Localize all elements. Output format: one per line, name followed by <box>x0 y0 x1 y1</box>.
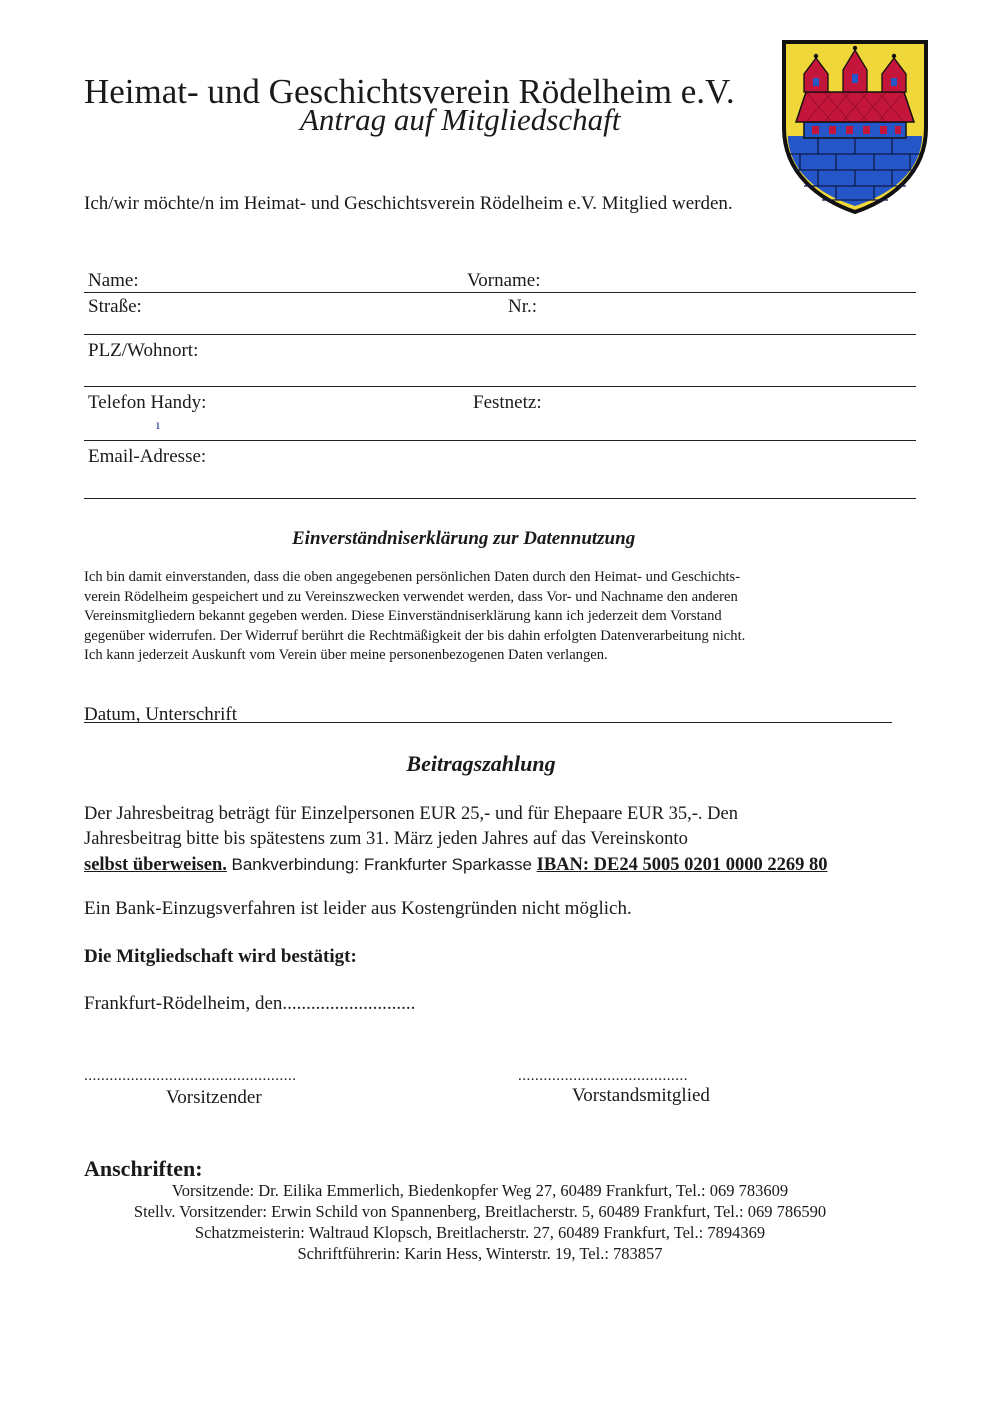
coat-of-arms-icon <box>778 36 932 216</box>
addresses-block <box>60 1180 900 1264</box>
confirmation-heading: Die Mitgliedschaft wird bestätigt: <box>84 946 357 967</box>
address-line: Schriftführerin: Karin Hess, Winterstr. 19, Tel.: 783857 <box>297 1244 663 1263</box>
vorstandsmitglied-label: Vorstandsmitglied <box>572 1085 710 1106</box>
consent-line: verein Rödelheim gespeichert und zu Vereinszwecken verwendet werden, dass Vor- und Nachname den anderen <box>84 588 738 605</box>
consent-line: Ich bin damit einverstanden, dass die oben angegebenen persönlichen Daten durch den Heimat- und Geschichts- <box>84 569 741 585</box>
telefon-handy-label: Telefon Handy: <box>88 392 207 413</box>
name-field-line[interactable] <box>84 292 916 293</box>
signature-label: Datum, Unterschrift <box>84 704 238 725</box>
selbst-ueberweisen: selbst überweisen. <box>84 855 227 875</box>
iban: IBAN: DE24 5005 0201 0000 2269 80 <box>536 855 828 875</box>
association-title: Heimat- und Geschichtsverein Rödelheim e.V. <box>84 72 735 111</box>
vorsitzender-label: Vorsitzender <box>166 1087 262 1108</box>
consent-text <box>84 568 884 666</box>
festnetz-label: Festnetz: <box>473 392 542 413</box>
signature-dots-left[interactable]: .................................................. <box>84 1068 297 1084</box>
name-label: Name: <box>88 270 139 291</box>
consent-line: gegenüber widerrufen. Der Widerruf berührt die Rechtmäßigkeit der bis dahin erfolgten Datenverarbeitung nicht. <box>84 627 746 644</box>
beitrag-line-bank <box>84 852 884 878</box>
vorname-label: Vorname: <box>467 270 541 291</box>
intro-text: Ich/wir möchte/n im Heimat- und Geschichtsverein Rödelheim e.V. Mitglied werden. <box>84 193 733 214</box>
address-line: Schatzmeisterin: Waltraud Klopsch, Breitlacherstr. 27, 60489 Frankfurt, Tel.: 7894369 <box>194 1223 766 1242</box>
telefon-field-line[interactable] <box>84 440 916 441</box>
strasse-field-line[interactable] <box>84 334 916 335</box>
consent-heading: Einverständniserklärung zur Datennutzung <box>292 528 636 549</box>
address-line: Stellv. Vorsitzender: Erwin Schild von Spannenberg, Breitlacherstr. 5, 60489 Frankfurt, Tel.: 069 786590 <box>133 1202 827 1221</box>
addresses-heading: Anschriften: <box>84 1156 203 1181</box>
beitrag-line: Jahresbeitrag bitte bis spätestens zum 31. März jeden Jahres auf das Vereinskonto <box>84 829 688 849</box>
beitrag-text <box>84 802 884 878</box>
bank-details: Bankverbindung: Frankfurter Sparkasse <box>231 855 532 874</box>
consent-line: Ich kann jederzeit Auskunft vom Verein über meine personenbezogenen Daten verlangen. <box>84 647 608 664</box>
einzug-note: Ein Bank-Einzugsverfahren ist leider aus Kostengründen nicht möglich. <box>84 898 632 919</box>
place-date-line[interactable]: Frankfurt-Rödelheim, den............................ <box>84 993 416 1014</box>
beitrag-heading: Beitragszahlung <box>406 751 556 776</box>
plz-wohnort-label: PLZ/Wohnort: <box>88 340 199 361</box>
signature-line[interactable] <box>84 722 892 723</box>
email-label: Email-Adresse: <box>88 446 207 467</box>
beitrag-line: Der Jahresbeitrag beträgt für Einzelpersonen EUR 25,- und für Ehepaare EUR 35,-. Den <box>84 804 738 824</box>
plz-field-line[interactable] <box>84 386 916 387</box>
strasse-label: Straße: <box>88 296 142 317</box>
form-subtitle: Antrag auf Mitgliedschaft <box>300 102 621 137</box>
nr-label: Nr.: <box>508 296 538 317</box>
email-field-line[interactable] <box>84 498 916 499</box>
consent-line: Vereinsmitgliedern bekannt gegeben werden. Diese Einverständniserklärung kann ich jederzeit dem Vorstand <box>84 608 722 625</box>
address-line: Vorsitzende: Dr. Eilika Emmerlich, Biedenkopfer Weg 27, 60489 Frankfurt, Tel.: 069 783609 <box>171 1181 789 1200</box>
pen-mark: ı <box>156 418 160 433</box>
signature-dots-right[interactable]: ........................................ <box>518 1068 688 1084</box>
